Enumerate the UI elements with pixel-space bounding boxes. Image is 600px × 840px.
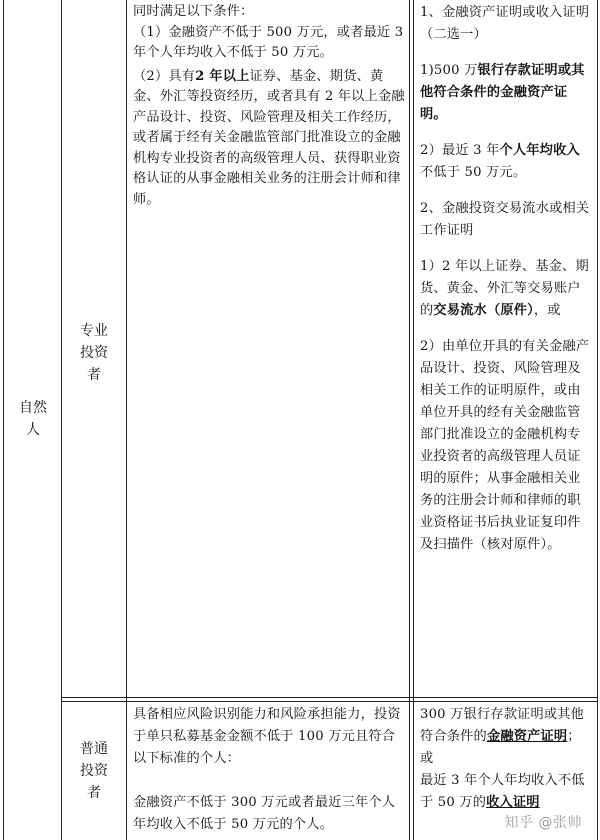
table-border-right bbox=[597, 0, 598, 840]
label-line: 专业 bbox=[80, 323, 108, 339]
professional-proofs bbox=[420, 2, 592, 570]
condition-2: （2）具有2 年以上证券、基金、期货、黄金、外汇等投资经历，或者具有 2 年以上金融产品设计、投资、风险管理及相关工作经历，或者属于经有关金融监管部门批准设立的金融机构专业投资者的高级管理人员、获得职业资格认证的从事金融相关业务的注册会计师和律师。 bbox=[133, 68, 405, 207]
divider-investor-type bbox=[126, 0, 127, 840]
proof-6: 2）由单位开具的有关金融产品设计、投资、风险管理及相关工作的证明原件，或由单位开具的经有关金融监管部门批准设立的金融机构专业投资者的高级管理人员证明的原件；从事金融相关业务的注册会计师和律师的职业资格证书后执业证复印件及扫描件（核对原件）。 bbox=[420, 339, 590, 552]
proof-2: 1)500 万银行存款证明或其他符合条件的金融资产证明。 bbox=[420, 63, 585, 122]
ordinary-conditions bbox=[133, 704, 405, 836]
label-line: 投资 bbox=[80, 763, 108, 779]
divider-conditions-a bbox=[409, 0, 410, 840]
label-line: 普通 bbox=[80, 741, 108, 757]
table-border-left bbox=[3, 0, 4, 840]
category-text: 自然人 bbox=[19, 400, 47, 438]
proof-5: 1）2 年以上证券、基金、期货、黄金、外汇等交易账户的交易流水（原件），或 bbox=[420, 259, 589, 318]
condition-intro: 同时满足以下条件： bbox=[133, 4, 254, 19]
label-line: 投资 bbox=[80, 345, 108, 361]
row-divider-a bbox=[61, 697, 598, 698]
divider-category bbox=[61, 0, 62, 840]
ordinary-proof: 300 万银行存款证明或其他符合条件的金融资产证明；或 最近 3 年个人年均收入不低于 50 万的收入证明 bbox=[420, 707, 585, 810]
label-line: 者 bbox=[87, 785, 101, 801]
ordinary-proofs bbox=[420, 704, 592, 814]
professional-conditions bbox=[133, 2, 405, 210]
watermark: 知乎 @张帅 bbox=[504, 815, 582, 831]
category-label bbox=[8, 397, 58, 441]
ordinary-condition-1: 具备相应风险识别能力和风险承担能力，投资于单只私募基金金额不低于 100 万元且符合以下标准的个人： bbox=[133, 707, 401, 766]
proof-3: 2）最近 3 年个人年均收入不低于 50 万元。 bbox=[420, 143, 580, 180]
proof-1: 1、金融资产证明或收入证明（二选一） bbox=[420, 5, 590, 42]
proof-4: 2、金融投资交易流水或相关工作证明 bbox=[420, 201, 590, 238]
ordinary-investor-label bbox=[62, 738, 126, 804]
label-line: 者 bbox=[87, 367, 101, 383]
professional-investor-label bbox=[62, 320, 126, 386]
ordinary-condition-2: 金融资产不低于 300 万元或者最近三年个人年均收入不低于 50 万元的个人。 bbox=[133, 795, 396, 832]
row-divider-b bbox=[61, 701, 598, 702]
condition-1: （1）金融资产不低于 500 万元，或者最近 3 年个人年均收入不低于 50 万元。 bbox=[133, 24, 404, 60]
divider-conditions-b bbox=[413, 0, 414, 840]
